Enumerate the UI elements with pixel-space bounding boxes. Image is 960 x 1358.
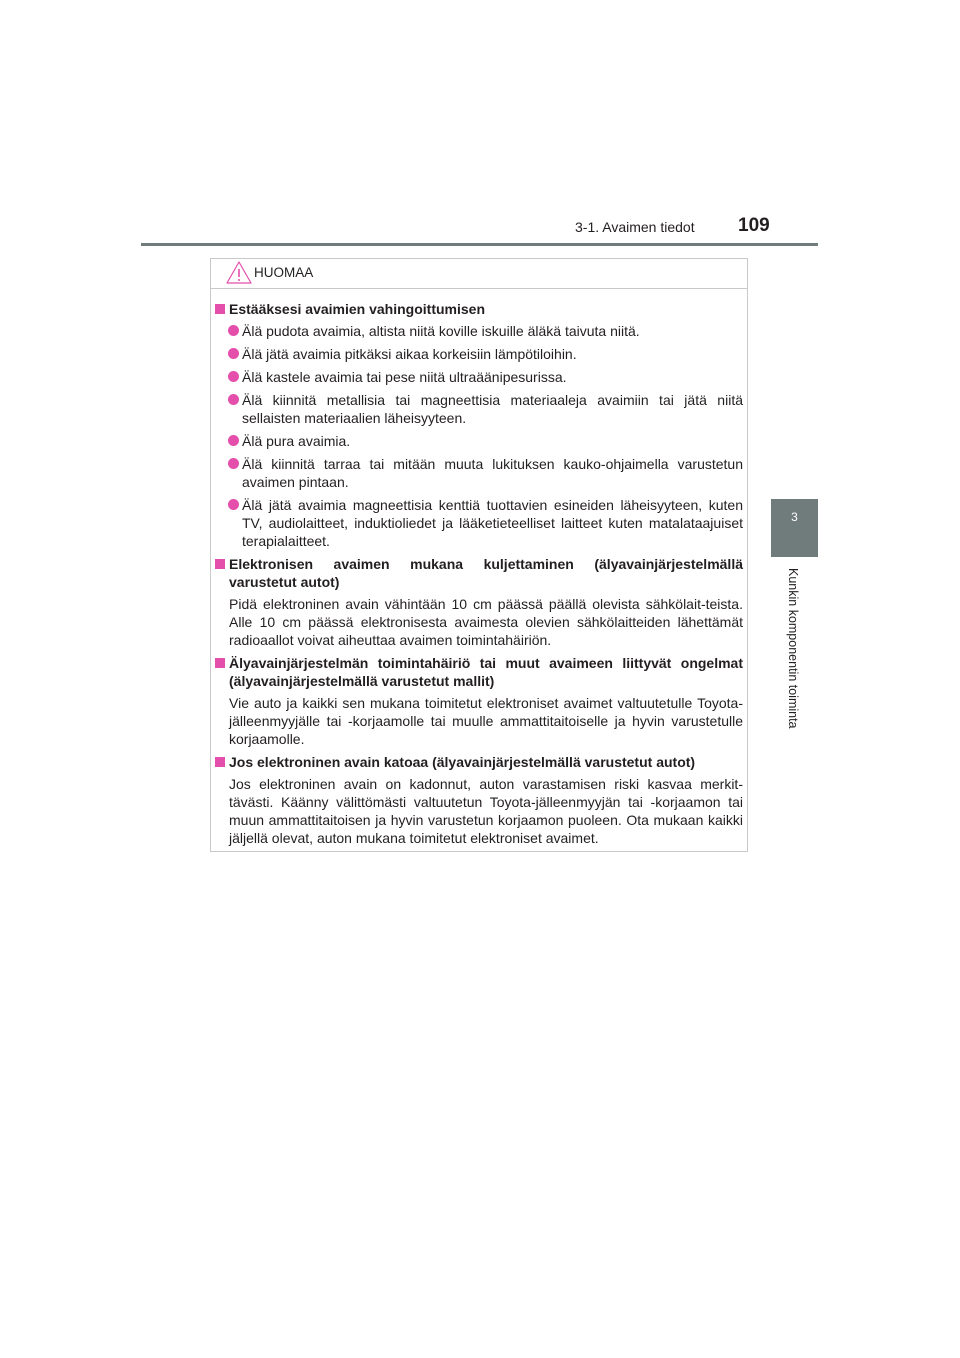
section-heading: Estääksesi avaimien vahingoittumisen	[211, 300, 749, 318]
notice-section	[211, 753, 749, 847]
chapter-number: 3	[791, 510, 798, 524]
notice-body	[211, 300, 749, 852]
bullet-item: Älä pura avaimia.	[211, 432, 749, 450]
page-number: 109	[738, 215, 770, 236]
bullet-item: Älä pudota avaimia, altista niitä koville iskuille äläkä taivuta niitä.	[211, 322, 749, 340]
notice-section	[211, 300, 749, 550]
section-heading: Elektronisen avaimen mukana kuljettaminen (älyavainjärjestelmällä varustetut autot)	[211, 555, 749, 591]
bullet-item: Älä jätä avaimia pitkäksi aikaa korkeisiin lämpötiloihin.	[211, 345, 749, 363]
section-heading: Älyavainjärjestelmän toimintahäiriö tai muut avaimeen liittyvät ongelmat (älyavainjärjestelmällä varustetut mallit)	[211, 654, 749, 690]
bullet-item: Älä kiinnitä tarraa tai mitään muuta lukituksen kauko-ohjaimella varustetun avaimen pintaan.	[211, 455, 749, 491]
chapter-side-label: Kunkin komponentin toiminta	[786, 568, 800, 729]
section-heading: Jos elektroninen avain katoaa (älyavainjärjestelmällä varustetut autot)	[211, 753, 749, 771]
bullet-item: Älä kiinnitä metallisia tai magneettisia materiaaleja avaimiin tai jätä niitä sellaisten materiaalien läheisyyteen.	[211, 391, 749, 427]
section-title: 3-1. Avaimen tiedot	[575, 219, 695, 235]
notice-header	[211, 259, 747, 289]
section-text: Pidä elektroninen avain vähintään 10 cm päässä päällä olevista sähkölait-teista. Alle 10 cm päässä elektronisesta avaimesta olevien sähkölaitteiden lähettämät radioaallot voivat aiheuttaa avaimen toimintahäiriön.	[229, 596, 743, 648]
section-text: Jos elektroninen avain on kadonnut, auton varastamisen riski kasvaa merkit-tävästi. Käänny välittömästi valtuutetun Toyota-jälleenmyyjän tai -korjaamon tai muun ammattitaitoisen ja hyvin varustetun korjaamon puoleen. Ota mukaan kaikki jäljellä olevat, auton mukana toimitetut elektroniset avaimet.	[229, 776, 743, 846]
bullet-list	[211, 322, 749, 550]
notice-section	[211, 654, 749, 748]
chapter-tab	[771, 499, 818, 557]
header-rule	[141, 243, 818, 246]
bullet-item: Älä jätä avaimia magneettisia kenttiä tuottavien esineiden läheisyyteen, kuten TV, audiolaitteet, induktioliedet ja lääketieteelliset laitteet kuten matalataajuiset terapialaitteet.	[211, 496, 749, 550]
notice-section	[211, 555, 749, 649]
notice-box	[210, 258, 748, 852]
section-text: Vie auto ja kaikki sen mukana toimitetut elektroniset avaimet valtuutetulle Toyota-jälleenmyyjälle tai -korjaamolle tai muulle ammattitaitoiselle ja hyvin varustetulle korjaamolle.	[229, 695, 743, 747]
notice-title: HUOMAA	[254, 265, 314, 280]
warning-triangle-icon	[226, 261, 252, 284]
bullet-item: Älä kastele avaimia tai pese niitä ultraäänipesurissa.	[211, 368, 749, 386]
